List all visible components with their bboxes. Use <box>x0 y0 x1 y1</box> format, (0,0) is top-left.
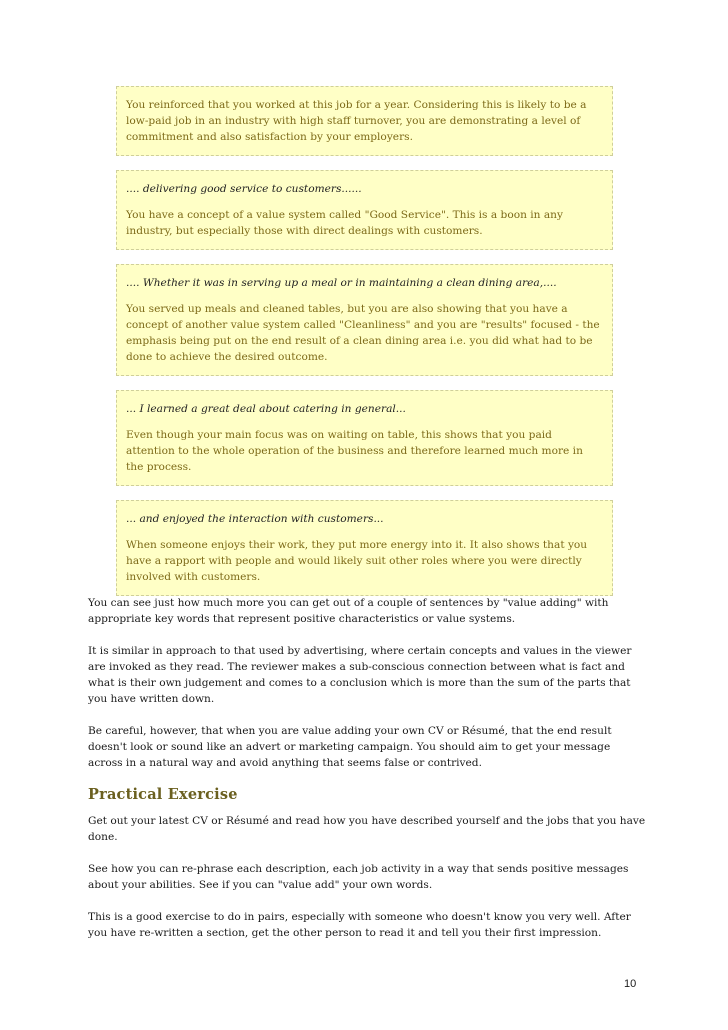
page-number: 10 <box>624 978 637 990</box>
paragraph: Be careful, however, that when you are value adding your own CV or Résumé, that the end result doesn't look or sound like an advert or marketing campaign. You should aim to get your message across in a natural way and avoid anything that seems false or contrived. <box>88 725 612 769</box>
callout-box <box>116 170 613 250</box>
callout-text: You served up meals and cleaned tables, but you are also showing that you have a concept of another value system called "Cleanliness" and you are "results" focused - the emphasis being put on the end result of a clean dining area i.e. you did what had to be done to achieve the desired outcome. <box>126 303 600 363</box>
callout-text: You reinforced that you worked at this job for a year. Considering this is likely to be a low-paid job in an industry with high staff turnover, you are demonstrating a level of commitment and also satisfaction by your employers. <box>126 99 587 143</box>
callout-box <box>116 264 613 376</box>
callout-box <box>116 390 613 486</box>
example-callouts <box>116 86 613 610</box>
paragraph: See how you can re-phrase each description, each job activity in a way that sends positive messages about your abilities. See if you can "value add" your own words. <box>88 863 629 891</box>
callout-box <box>116 500 613 596</box>
callout-quote: .... Whether it was in serving up a meal or in maintaining a clean dining area,.... <box>126 277 557 289</box>
paragraph: You can see just how much more you can get out of a couple of sentences by "value adding" with appropriate key words that represent positive characteristics or value systems. <box>88 597 609 625</box>
callout-quote: .... delivering good service to customers...... <box>126 183 362 195</box>
section-heading: Practical Exercise <box>88 786 238 803</box>
callout-quote: ... I learned a great deal about catering in general... <box>126 403 406 415</box>
callout-text: When someone enjoys their work, they put more energy into it. It also shows that you have a rapport with people and would likely suit other roles where you were directly involved with customers. <box>126 539 588 583</box>
paragraph: Get out your latest CV or Résumé and read how you have described yourself and the jobs that you have done. <box>88 815 646 843</box>
callout-text: Even though your main focus was on waiting on table, this shows that you paid attention to the whole operation of the business and therefore learned much more in the process. <box>126 429 583 473</box>
callout-box <box>116 86 613 156</box>
paragraph: This is a good exercise to do in pairs, especially with someone who doesn't know you very well. After you have re-written a section, get the other person to read it and tell you their first impression. <box>88 911 631 939</box>
callout-text: You have a concept of a value system called "Good Service". This is a boon in any industry, but especially those with direct dealings with customers. <box>126 209 563 237</box>
paragraph: It is similar in approach to that used by advertising, where certain concepts and values in the viewer are invoked as they read. The reviewer makes a sub-conscious connection between what is fact and what is their own judgement and comes to a conclusion which is more than the sum of the parts that you have written down. <box>88 645 632 705</box>
body-text <box>88 595 648 957</box>
callout-quote: ... and enjoyed the interaction with customers... <box>126 513 384 525</box>
